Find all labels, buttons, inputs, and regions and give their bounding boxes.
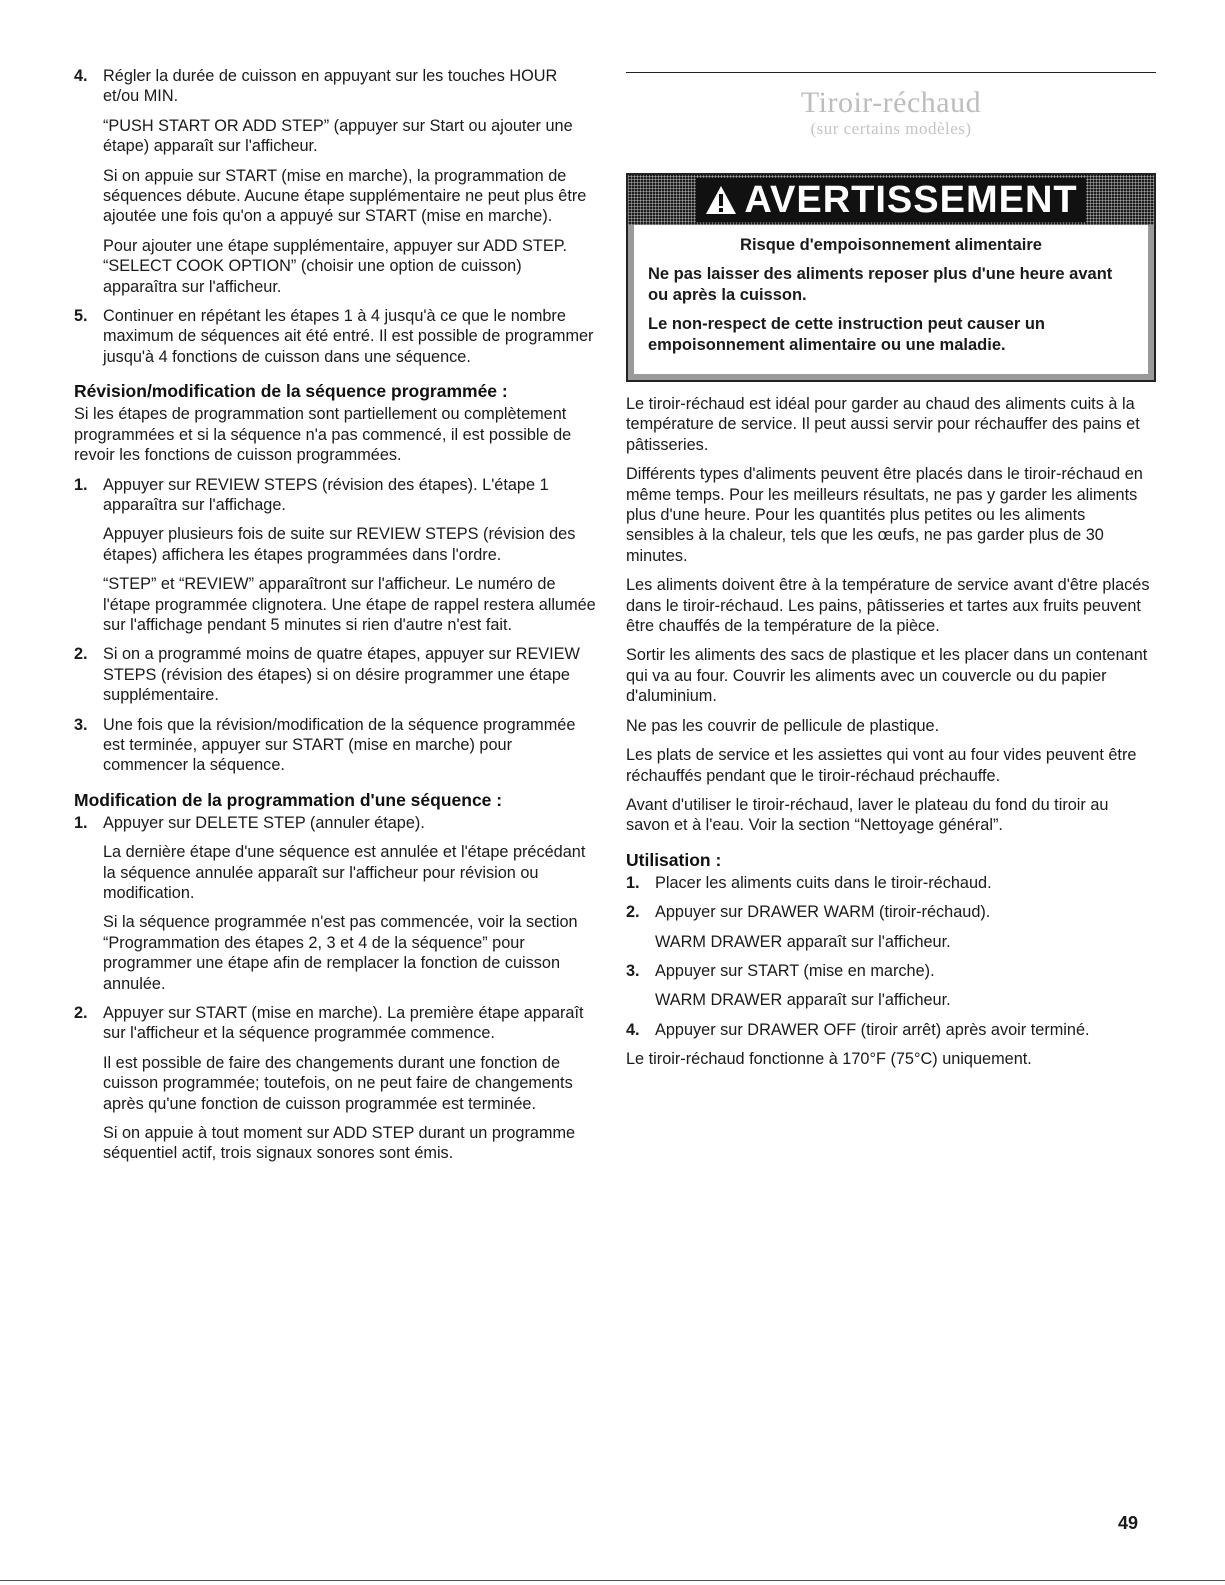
paragraph: Différents types d'aliments peuvent être placés dans le tiroir-réchaud en même temps. Pour les meilleurs résultats, ne pas y garder les aliments plus d'une heure. Pour les quantités plus petites ou les aliments sensibles à la chaleur, tels que les œufs, ne pas garder plus de 30 minutes. [626,465,1143,565]
step-text: Appuyer sur DRAWER OFF (tiroir arrêt) après avoir terminé. [655,1020,1090,1039]
revision-step-3 [74,715,596,776]
step-number: 2. [626,903,640,922]
step-number: 2. [74,1004,88,1023]
paragraph: Avant d'utiliser le tiroir-réchaud, laver le plateau du fond du tiroir au savon et à l'eau. Voir la section “Nettoyage général”. [626,795,1109,835]
step-number: 3. [74,715,88,734]
step-text: Appuyer sur START (mise en marche). [655,961,935,980]
utilisation-step-3 [626,961,1156,1011]
utilisation-step-2 [626,902,1156,952]
paragraph: Sortir les aliments des sacs de plastique et les placer dans un contenant qui va au four. Couvrir les aliments avec un couvercle ou du papier d'aluminium. [626,646,1148,706]
right-column [626,66,1156,1079]
paragraph: Le tiroir-réchaud est idéal pour garder au chaud des aliments cuits à la température de service. Il peut aussi servir pour réchauffer des pains et pâtisseries. [626,395,1140,454]
step-paragraph: “STEP” et “REVIEW” apparaîtront sur l'afficheur. Le numéro de l'étape programmée clignotera. Une étape de rappel restera allumée sur l'affichage pendant 5 minutes si rien d'autre n'est fait. [103,575,596,634]
step-text: Une fois que la révision/modification de la séquence programmée est terminée, appuyer sur START (mise en marche) pour commencer la séquence. [103,715,576,775]
step-5 [74,306,596,367]
section-rule [626,72,1156,73]
modification-step-2 [74,1003,596,1164]
revision-heading: Révision/modification de la séquence programmée : [74,381,508,402]
utilisation-step-4 [626,1020,1156,1040]
step-text: Continuer en répétant les étapes 1 à 4 jusqu'à ce que le nombre maximum de séquences ait été entré. Il est possible de programmer jusqu'à 4 fonctions de cuisson dans une séquence. [103,307,594,366]
closing-paragraph: Le tiroir-réchaud fonctionne à 170°F (75°C) uniquement. [626,1050,1032,1069]
step-paragraph: La dernière étape d'une séquence est annulée et l'étape précédant la séquence annulée apparaît sur l'afficheur pour révision ou modification. [103,843,586,902]
step-paragraph: Si on appuie sur START (mise en marche), la programmation de séquences débute. Aucune étape supplémentaire ne peut plus être ajoutée une fois qu'on a appuyé sur START (mise en marche). [103,166,587,226]
warming-drawer-text [626,394,1156,836]
warning-box [626,173,1156,382]
warning-line: Le non-respect de cette instruction peut causer un empoisonnement alimentaire ou une maladie. [648,315,1045,354]
revision-intro: Si les étapes de programmation sont partiellement ou complètement programmées et si la séquence n'a pas commencé, il est possible de revoir les fonctions de cuisson programmées. [74,405,572,465]
revision-step-1 [74,475,596,636]
step-text: Appuyer sur DELETE STEP (annuler étape). [103,813,425,832]
utilisation-step-1 [626,873,1156,893]
step-text: Appuyer sur REVIEW STEPS (révision des étapes). L'étape 1 apparaîtra sur l'affichage. [103,475,549,514]
step-paragraph: Si on appuie à tout moment sur ADD STEP durant un programme séquentiel actif, trois signaux sonores sont émis. [103,1124,576,1163]
modification-step-1 [74,813,596,994]
warning-title: AVERTISSEMENT [744,179,1078,221]
step-paragraph: “PUSH START OR ADD STEP” (appuyer sur Start ou ajouter une étape) apparaît sur l'afficheur. [103,116,573,156]
paragraph: Les plats de service et les assiettes qui vont au four vides peuvent être réchauffés pendant que le tiroir-réchaud préchauffe. [626,746,1137,785]
warning-triangle-icon [704,184,738,216]
step-number: 4. [626,1020,640,1039]
step-number: 3. [626,961,640,980]
section-subtitle: (sur certains modèles) [810,119,972,138]
section-title: Tiroir-réchaud [800,86,982,119]
warning-header-label [696,178,1085,222]
warning-subtitle: Risque d'empoisonnement alimentaire [740,236,1042,254]
step-paragraph: Si la séquence programmée n'est pas commencée, voir la section “Programmation des étapes 2, 3 et 4 de la séquence” pour programmer une étape afin de remplacer la fonction de cuisson annulée. [103,913,578,993]
step-number: 4. [74,67,88,85]
step-text: Placer les aliments cuits dans le tiroir-réchaud. [655,873,992,892]
step-text: Appuyer sur START (mise en marche). La première étape apparaît sur l'afficheur et la séquence programmée commence. [103,1004,584,1043]
step-paragraph: WARM DRAWER apparaît sur l'afficheur. [655,932,951,951]
step-text: Régler la durée de cuisson en appuyant sur les touches HOUR et/ou MIN. [103,67,558,106]
step-number: 5. [74,307,88,326]
modification-heading: Modification de la programmation d'une séquence : [74,789,503,810]
step-number: 1. [74,475,88,494]
bottom-rule [0,1580,1225,1581]
step-number: 1. [626,873,640,892]
revision-step-2 [74,644,596,705]
paragraph: Les aliments doivent être à la température de service avant d'être placés dans le tiroir-réchaud. Les pains, pâtisseries et tartes aux fruits peuvent être chauffés de la température de la pièce. [626,576,1150,636]
step-4 [74,66,596,297]
utilisation-heading: Utilisation : [626,849,722,870]
step-paragraph: Appuyer plusieurs fois de suite sur REVIEW STEPS (révision des étapes) affichera les étapes programmées dans l'ordre. [103,525,576,564]
step-paragraph: WARM DRAWER apparaît sur l'afficheur. [655,991,951,1010]
step-paragraph: Il est possible de faire des changements durant une fonction de cuisson programmée; toutefois, on ne peut faire de changements après qu'une fonction de cuisson programmée est terminée. [103,1053,573,1113]
step-text: Si on a programmé moins de quatre étapes, appuyer sur REVIEW STEPS (révision des étapes) si on désire programmer une étape supplémentaire. [103,645,580,705]
step-number: 2. [74,645,88,664]
step-text: Appuyer sur DRAWER WARM (tiroir-réchaud). [655,903,991,922]
warning-body [628,225,1154,380]
paragraph: Ne pas les couvrir de pellicule de plastique. [626,716,940,735]
step-number: 1. [74,813,88,832]
warning-header [628,175,1154,225]
warning-line: Ne pas laisser des aliments reposer plus d'une heure avant ou après la cuisson. [648,265,1113,304]
step-paragraph: Pour ajouter une étape supplémentaire, appuyer sur ADD STEP. “SELECT COOK OPTION” (choisir une option de cuisson) apparaîtra sur l'afficheur. [103,236,567,296]
left-column [74,66,596,1173]
page-number: 49 [1118,1513,1139,1533]
